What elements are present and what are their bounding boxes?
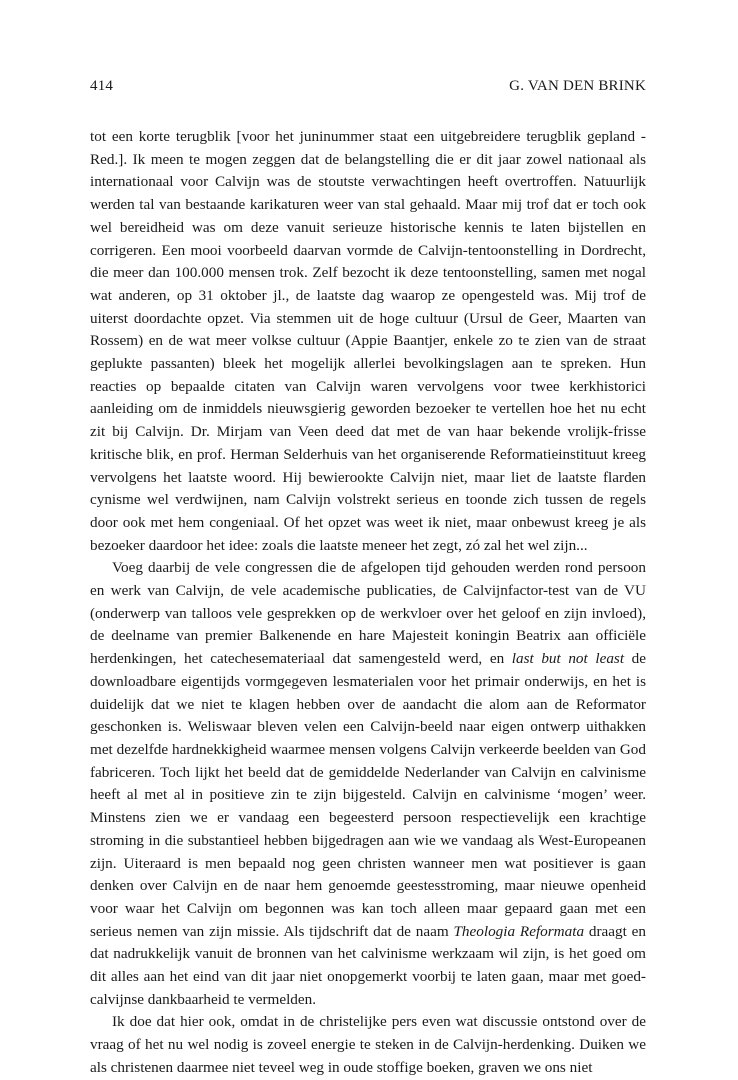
running-header bbox=[90, 78, 646, 100]
paragraph-2-emphasis-1: last but not least bbox=[511, 650, 625, 668]
body-text bbox=[90, 126, 646, 1080]
paragraph-2 bbox=[90, 557, 646, 1011]
paragraph-1: tot een korte terugblik [voor het juninummer staat een uitgebreidere terugblik gepland - Red.]. Ik meen te mogen zeggen dat de belangstelling die er dit jaar zowel nationaal als internationaal voor Calvijn was de stoutste verwachtingen heeft overtroffen. Natuurlijk werden tal van bestaande karikaturen weer van stal gehaald. Maar mij trof dat er toch ook wel bereidheid was om deze vanuit serieuze historische kennis te laten bijstellen en corrigeren. Een mooi voorbeeld daarvan vormde de Calvijn-tentoonstelling in Dordrecht, die meer dan 100.000 mensen trok. Zelf bezocht ik deze tentoonstelling, samen met nogal wat anderen, op 31 oktober jl., de laatste dag waarop ze opengesteld was. Mij trof de uiterst doordachte opzet. Via stemmen uit de hoge cultuur (Ursul de Geer, Maarten van Rossem) en de wat meer volkse cultuur (Appie Baantjer, enkele zo te zien van de straat geplukte passanten) bleek het mogelijk allerlei bevolkingslagen aan te spreken. Hun reacties op bepaalde citaten van Calvijn waren vervolgens voor twee kerkhistorici aanleiding om de inmiddels nieuwsgierig geworden bezoeker te vertellen hoe het nu echt zit bij Calvijn. Dr. Mirjam van Veen deed dat met de van haar bekende vrolijk-frisse kritische blik, en prof. Herman Selderhuis van het organiserende Reformatieinstituut kreeg vervolgens het laatste woord. Hij bewierookte Calvijn niet, maar liet de laatste flarden cynisme wel verdwijnen, nam Calvijn volstrekt serieus en toonde zich tussen de regels door ook met hem congeniaal. Of het opzet was weet ik niet, maar onbewust kreeg je als bezoeker daardoor het idee: zoals die laatste meneer het zegt, zó zal het wel zijn... bbox=[90, 128, 646, 554]
page-number: 414 bbox=[90, 78, 114, 94]
paragraph-2-part-c: draagt en dat nadrukkelijk vanuit de bronnen van het calvinisme werkzaam wil zijn, is het goed om dit alles aan het eind van dit jaar niet onopgemerkt voorbij te laten gaan, maar met goed-calvijnse dankbaarheid te vermelden. bbox=[90, 922, 647, 1008]
paragraph-3: Ik doe dat hier ook, omdat in de christelijke pers even wat discussie ontstond over de vraag of het nu wel nodig is zoveel energie te steken in de Calvijn-herdenking. Duiken we als christenen daarmee niet teveel weg in oude stoffige boeken, graven we ons niet bbox=[90, 1013, 646, 1076]
paragraph-2-part-b: de downloadbare eigentijds vormgegeven lesmaterialen voor het primair onderwijs, en het is duidelijk dat we niet te klagen hebben over de aandacht die alom aan de Reformator geschonken is. Weliswaar bleven velen een Calvijn-beeld naar eigen ontwerp uithakken met dezelfde hardnekkigheid waarmee mensen volgens Calvijn verkeerde beelden van God fabriceren. Toch lijkt het beeld dat de gemiddelde Nederlander van Calvijn en calvinisme heeft al met al in positieve zin te zijn bijgesteld. Calvijn en calvinisme ‘mogen’ weer. Minstens zien we er vandaag een begeesterd persoon respectievelijk een krachtige stroming in die substantieel hebben bijgedragen aan wie we vandaag als West-Europeanen zijn. Uiteraard is men bepaald nog geen christen wanneer men wat positiever is gaan denken over Calvijn en de naar hem genoemde geestesstroming, maar nieuwe openheid voor waar het Calvijn om begonnen was kan toch alleen maar gepaard gaan met een serieus nemen van zijn missie. Als tijdschrift dat de naam bbox=[90, 650, 646, 940]
paragraph-2-emphasis-2: Theologia Reformata bbox=[453, 922, 585, 940]
running-title: G. VAN DEN BRINK bbox=[509, 78, 646, 94]
document-page bbox=[90, 78, 646, 1080]
paragraph-2-part-a: Voeg daarbij de vele congressen die de afgelopen tijd gehouden werden rond persoon en werk van Calvijn, de vele academische publicaties, de Calvijnfactor-test van de VU (onderwerp van talloos vele gesprekken op de werkvloer over het geloof en zijn invloed), de deelname van premier Balkenende en hare Majesteit koningin Beatrix aan officiële herdenkingen, het catechesemateriaal dat samengesteld werd, en bbox=[90, 559, 646, 668]
